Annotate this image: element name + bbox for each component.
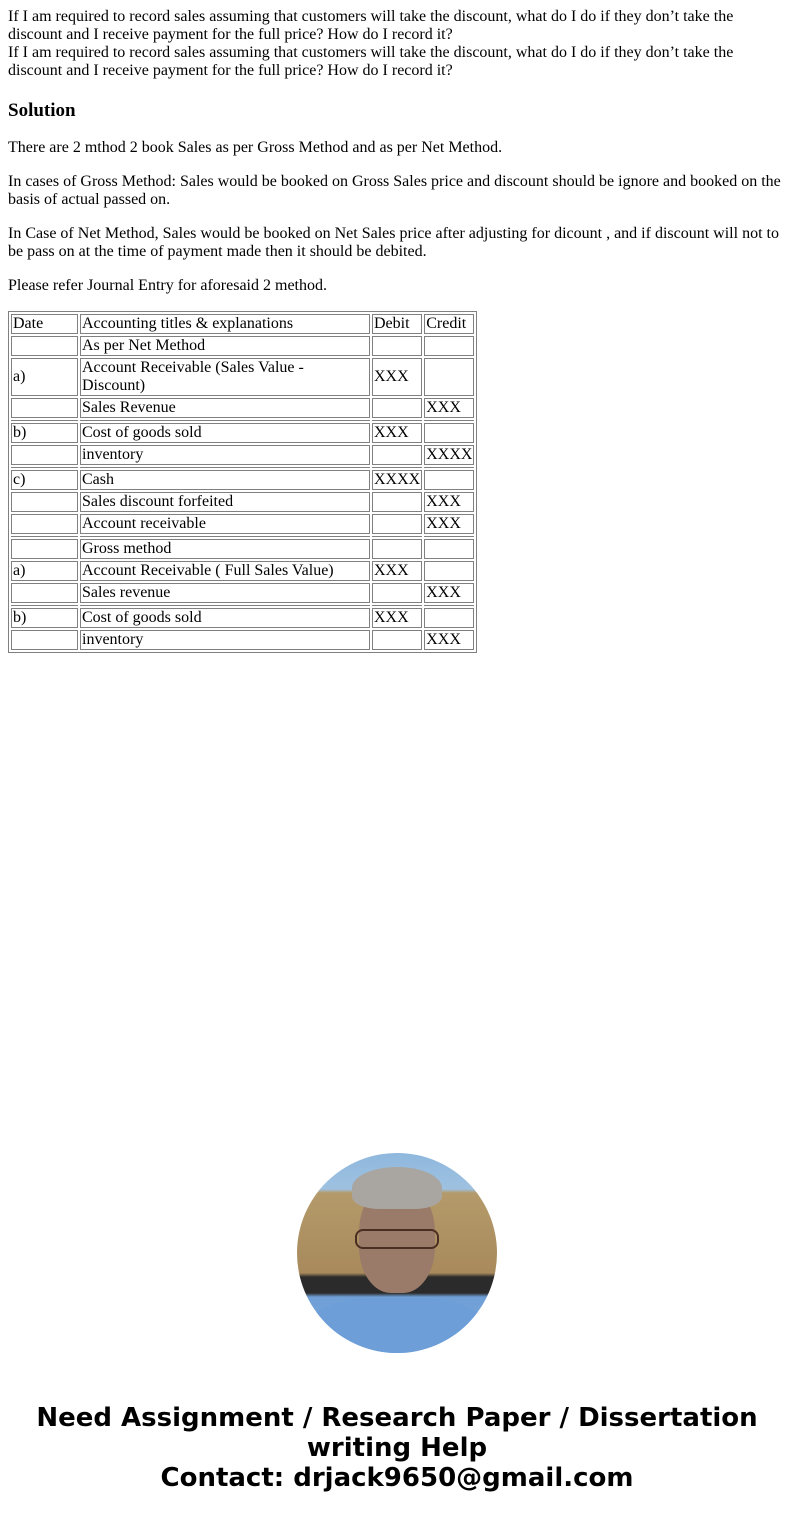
cell-date bbox=[11, 630, 78, 650]
cell-debit: XXXX bbox=[374, 471, 421, 488]
header-debit: Debit bbox=[372, 314, 422, 334]
cell-date bbox=[11, 445, 78, 465]
cell-credit bbox=[424, 608, 474, 628]
cell-debit bbox=[372, 492, 422, 512]
solution-paragraph: In cases of Gross Method: Sales would be booked on Gross Sales price and discount should be ignore and booked on the basis of actual passed on. bbox=[8, 173, 781, 208]
table-row bbox=[11, 398, 474, 418]
header-credit: Credit bbox=[424, 314, 474, 334]
cell-account: inventory bbox=[80, 630, 370, 650]
cell-credit: XXX bbox=[424, 630, 474, 650]
header-account: Accounting titles & explanations bbox=[80, 314, 370, 334]
table-row bbox=[11, 608, 474, 628]
page-content bbox=[0, 0, 794, 653]
cell-account: Account receivable bbox=[80, 514, 370, 534]
cell-account: Cost of goods sold bbox=[80, 608, 370, 628]
cell-credit: XXX bbox=[424, 492, 474, 512]
row-separator bbox=[11, 605, 474, 606]
avatar-shirt bbox=[307, 1298, 487, 1353]
cell-debit bbox=[372, 445, 422, 465]
table-row bbox=[11, 445, 474, 465]
cell-account: Account Receivable ( Full Sales Value) bbox=[80, 561, 370, 581]
cell-debit: XXX bbox=[372, 423, 422, 443]
table-row bbox=[11, 583, 474, 603]
cell-date bbox=[11, 514, 78, 534]
cell-debit: XXX bbox=[372, 608, 422, 628]
cell-credit bbox=[424, 470, 474, 490]
cell-date bbox=[11, 539, 78, 559]
cell-credit bbox=[424, 358, 474, 396]
row-separator bbox=[11, 536, 474, 537]
avatar-hair bbox=[352, 1167, 442, 1209]
promo-text bbox=[0, 1403, 794, 1493]
cell-account: Gross method bbox=[80, 539, 370, 559]
table-row bbox=[11, 630, 474, 650]
cell-credit bbox=[424, 561, 474, 581]
cell-date: c) bbox=[11, 470, 78, 490]
table-row bbox=[11, 336, 474, 356]
header-date: Date bbox=[11, 314, 78, 334]
solution-heading: Solution bbox=[8, 100, 76, 121]
cell-date: b) bbox=[11, 423, 78, 443]
promo-line-help: Need Assignment / Research Paper / Dissertation writing Help bbox=[36, 1403, 758, 1463]
row-separator bbox=[11, 467, 474, 468]
cell-date bbox=[11, 583, 78, 603]
cell-account: Sales discount forfeited bbox=[80, 492, 370, 512]
cell-account: As per Net Method bbox=[80, 336, 370, 356]
cell-credit: XXXX bbox=[426, 446, 473, 463]
cell-credit bbox=[424, 336, 474, 356]
table-row bbox=[11, 470, 474, 490]
question-text-2: If I am required to record sales assuming that customers will take the discount, what do I do if they don’t take the discount and I receive payment for the full price? How do I record it? bbox=[8, 44, 734, 79]
cell-date: a) bbox=[11, 358, 78, 396]
cell-debit: XXX bbox=[372, 358, 422, 396]
cell-date bbox=[11, 336, 78, 356]
question-text-1: If I am required to record sales assuming that customers will take the discount, what do I do if they don’t take the discount and I receive payment for the full price? How do I record it? bbox=[8, 8, 734, 43]
cell-date bbox=[11, 492, 78, 512]
cell-credit: XXX bbox=[424, 514, 474, 534]
cell-credit bbox=[424, 539, 474, 559]
journal-entry-table bbox=[8, 311, 477, 653]
cell-credit: XXX bbox=[424, 583, 474, 603]
cell-account: Sales revenue bbox=[80, 583, 370, 603]
table-row bbox=[11, 514, 474, 534]
cell-account: Sales Revenue bbox=[80, 398, 370, 418]
cell-date: b) bbox=[11, 608, 78, 628]
cell-account: Cost of goods sold bbox=[80, 423, 370, 443]
cell-debit bbox=[372, 539, 422, 559]
cell-debit bbox=[372, 630, 422, 650]
row-separator bbox=[11, 420, 474, 421]
cell-account: inventory bbox=[80, 445, 370, 465]
solution-paragraph: There are 2 mthod 2 book Sales as per Gross Method and as per Net Method. bbox=[8, 139, 503, 156]
table-header-row bbox=[11, 314, 474, 334]
cell-account: Account Receivable (Sales Value - Discount) bbox=[80, 358, 370, 396]
table-row bbox=[11, 358, 474, 396]
cell-date: a) bbox=[11, 561, 78, 581]
table-row bbox=[11, 423, 474, 443]
cell-credit bbox=[424, 423, 474, 443]
promo-line-contact: Contact: drjack9650@gmail.com bbox=[160, 1463, 634, 1493]
cell-credit: XXX bbox=[424, 398, 474, 418]
table-row bbox=[11, 539, 474, 559]
avatar-glasses-icon bbox=[355, 1229, 439, 1249]
table-row bbox=[11, 492, 474, 512]
author-avatar bbox=[297, 1153, 497, 1353]
solution-paragraph: Please refer Journal Entry for aforesaid 2 method. bbox=[8, 277, 327, 294]
cell-debit bbox=[372, 514, 422, 534]
cell-debit: XXX bbox=[372, 561, 422, 581]
cell-debit bbox=[372, 398, 422, 418]
promo-section bbox=[0, 1153, 794, 1493]
cell-date bbox=[11, 398, 78, 418]
cell-account: Cash bbox=[80, 470, 370, 490]
table-row bbox=[11, 561, 474, 581]
solution-paragraph: In Case of Net Method, Sales would be booked on Net Sales price after adjusting for dicount , and if discount will not to be pass on at the time of payment made then it should be debited. bbox=[8, 225, 779, 260]
cell-debit bbox=[372, 583, 422, 603]
cell-debit bbox=[372, 336, 422, 356]
